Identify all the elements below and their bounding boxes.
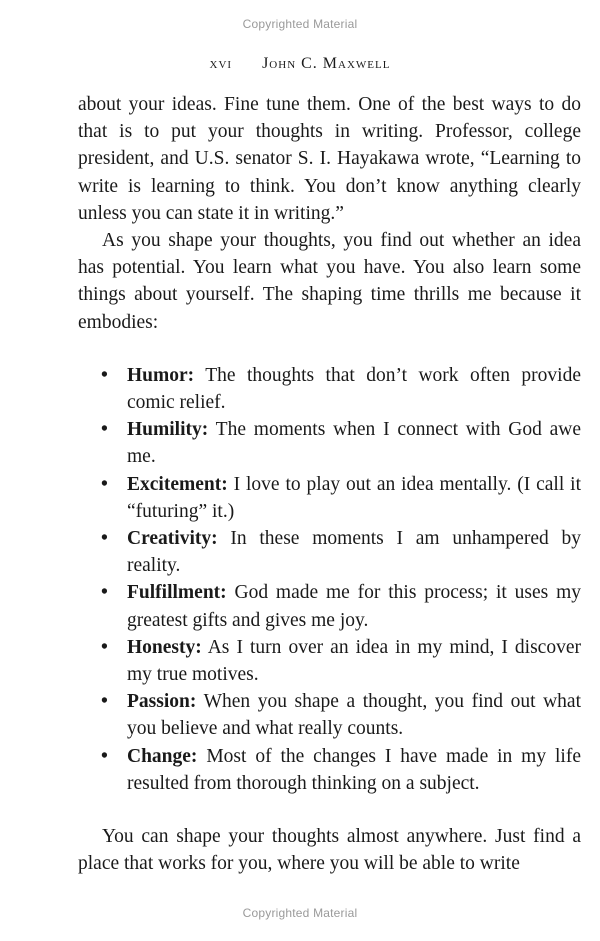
bullet-marker: • (101, 691, 108, 713)
bullet-term: Change: (127, 745, 198, 767)
list-item-fulfillment (101, 579, 581, 633)
author-name: John C. Maxwell (262, 55, 391, 72)
bullet-term: Humility: (127, 419, 209, 441)
list-item-humility (101, 416, 581, 470)
list-item-change (101, 743, 581, 797)
bullet-term: Honesty: (127, 636, 202, 658)
copyright-watermark-bottom: Copyrighted Material (242, 906, 358, 920)
paragraph-2: As you shape your thoughts, you find out whether an idea has potential. You learn what you have. You also learn some things about yourself. The shaping time thrills me because it embodies: (78, 230, 581, 333)
bullet-text: Most of the changes I have made in my life resulted from thorough thinking on a subject. (127, 745, 581, 794)
bullet-text: I love to play out an idea mentally. (I call it “futuring” it.) (127, 473, 581, 522)
bullet-marker: • (101, 582, 108, 604)
page-body (78, 91, 581, 877)
bullet-text: God made me for this process; it uses my greatest gifts and gives me joy. (127, 582, 581, 631)
paragraph-1: about your ideas. Fine tune them. One of the best ways to do that is to put your thoughts in writing. Professor, college president, and U.S. senator S. I. Hayakawa wrote, “Learning to write is learning to think. You don’t know anything clearly unless you can state it in writing.” (78, 94, 581, 224)
bullet-term: Excitement: (127, 473, 228, 495)
bullet-term: Fulfillment: (127, 582, 227, 604)
bullet-text: The moments when I connect with God awe me. (127, 419, 581, 468)
list-item-excitement (101, 471, 581, 525)
bullet-text: As I turn over an idea in my mind, I discover my true motives. (127, 636, 581, 686)
bullet-text: When you shape a thought, you find out what you believe and what really counts. (127, 691, 581, 740)
bullet-marker: • (101, 473, 108, 495)
bullet-marker: • (101, 528, 108, 550)
bullet-text: In these moments I am unhampered by reality. (127, 528, 581, 577)
bullet-term: Passion: (127, 691, 197, 713)
bullet-marker: • (101, 419, 108, 441)
bullet-marker: • (101, 364, 108, 386)
running-head (0, 55, 600, 73)
bullet-text: The thoughts that don’t work often provide comic relief. (127, 364, 581, 414)
bullet-term: Humor: (127, 364, 195, 386)
list-item-honesty (101, 634, 581, 688)
page-number: xvi (209, 55, 233, 72)
bullet-term: Creativity: (127, 528, 218, 550)
bullet-marker: • (101, 636, 108, 658)
list-item-passion (101, 688, 581, 742)
list-item-creativity (101, 525, 581, 579)
paragraph-3: You can shape your thoughts almost anywhere. Just find a place that works for you, where you will be able to write (78, 826, 581, 875)
bullet-list (78, 362, 581, 797)
list-item-humor (101, 362, 581, 416)
bullet-marker: • (101, 745, 108, 767)
copyright-watermark-top: Copyrighted Material (242, 17, 358, 31)
